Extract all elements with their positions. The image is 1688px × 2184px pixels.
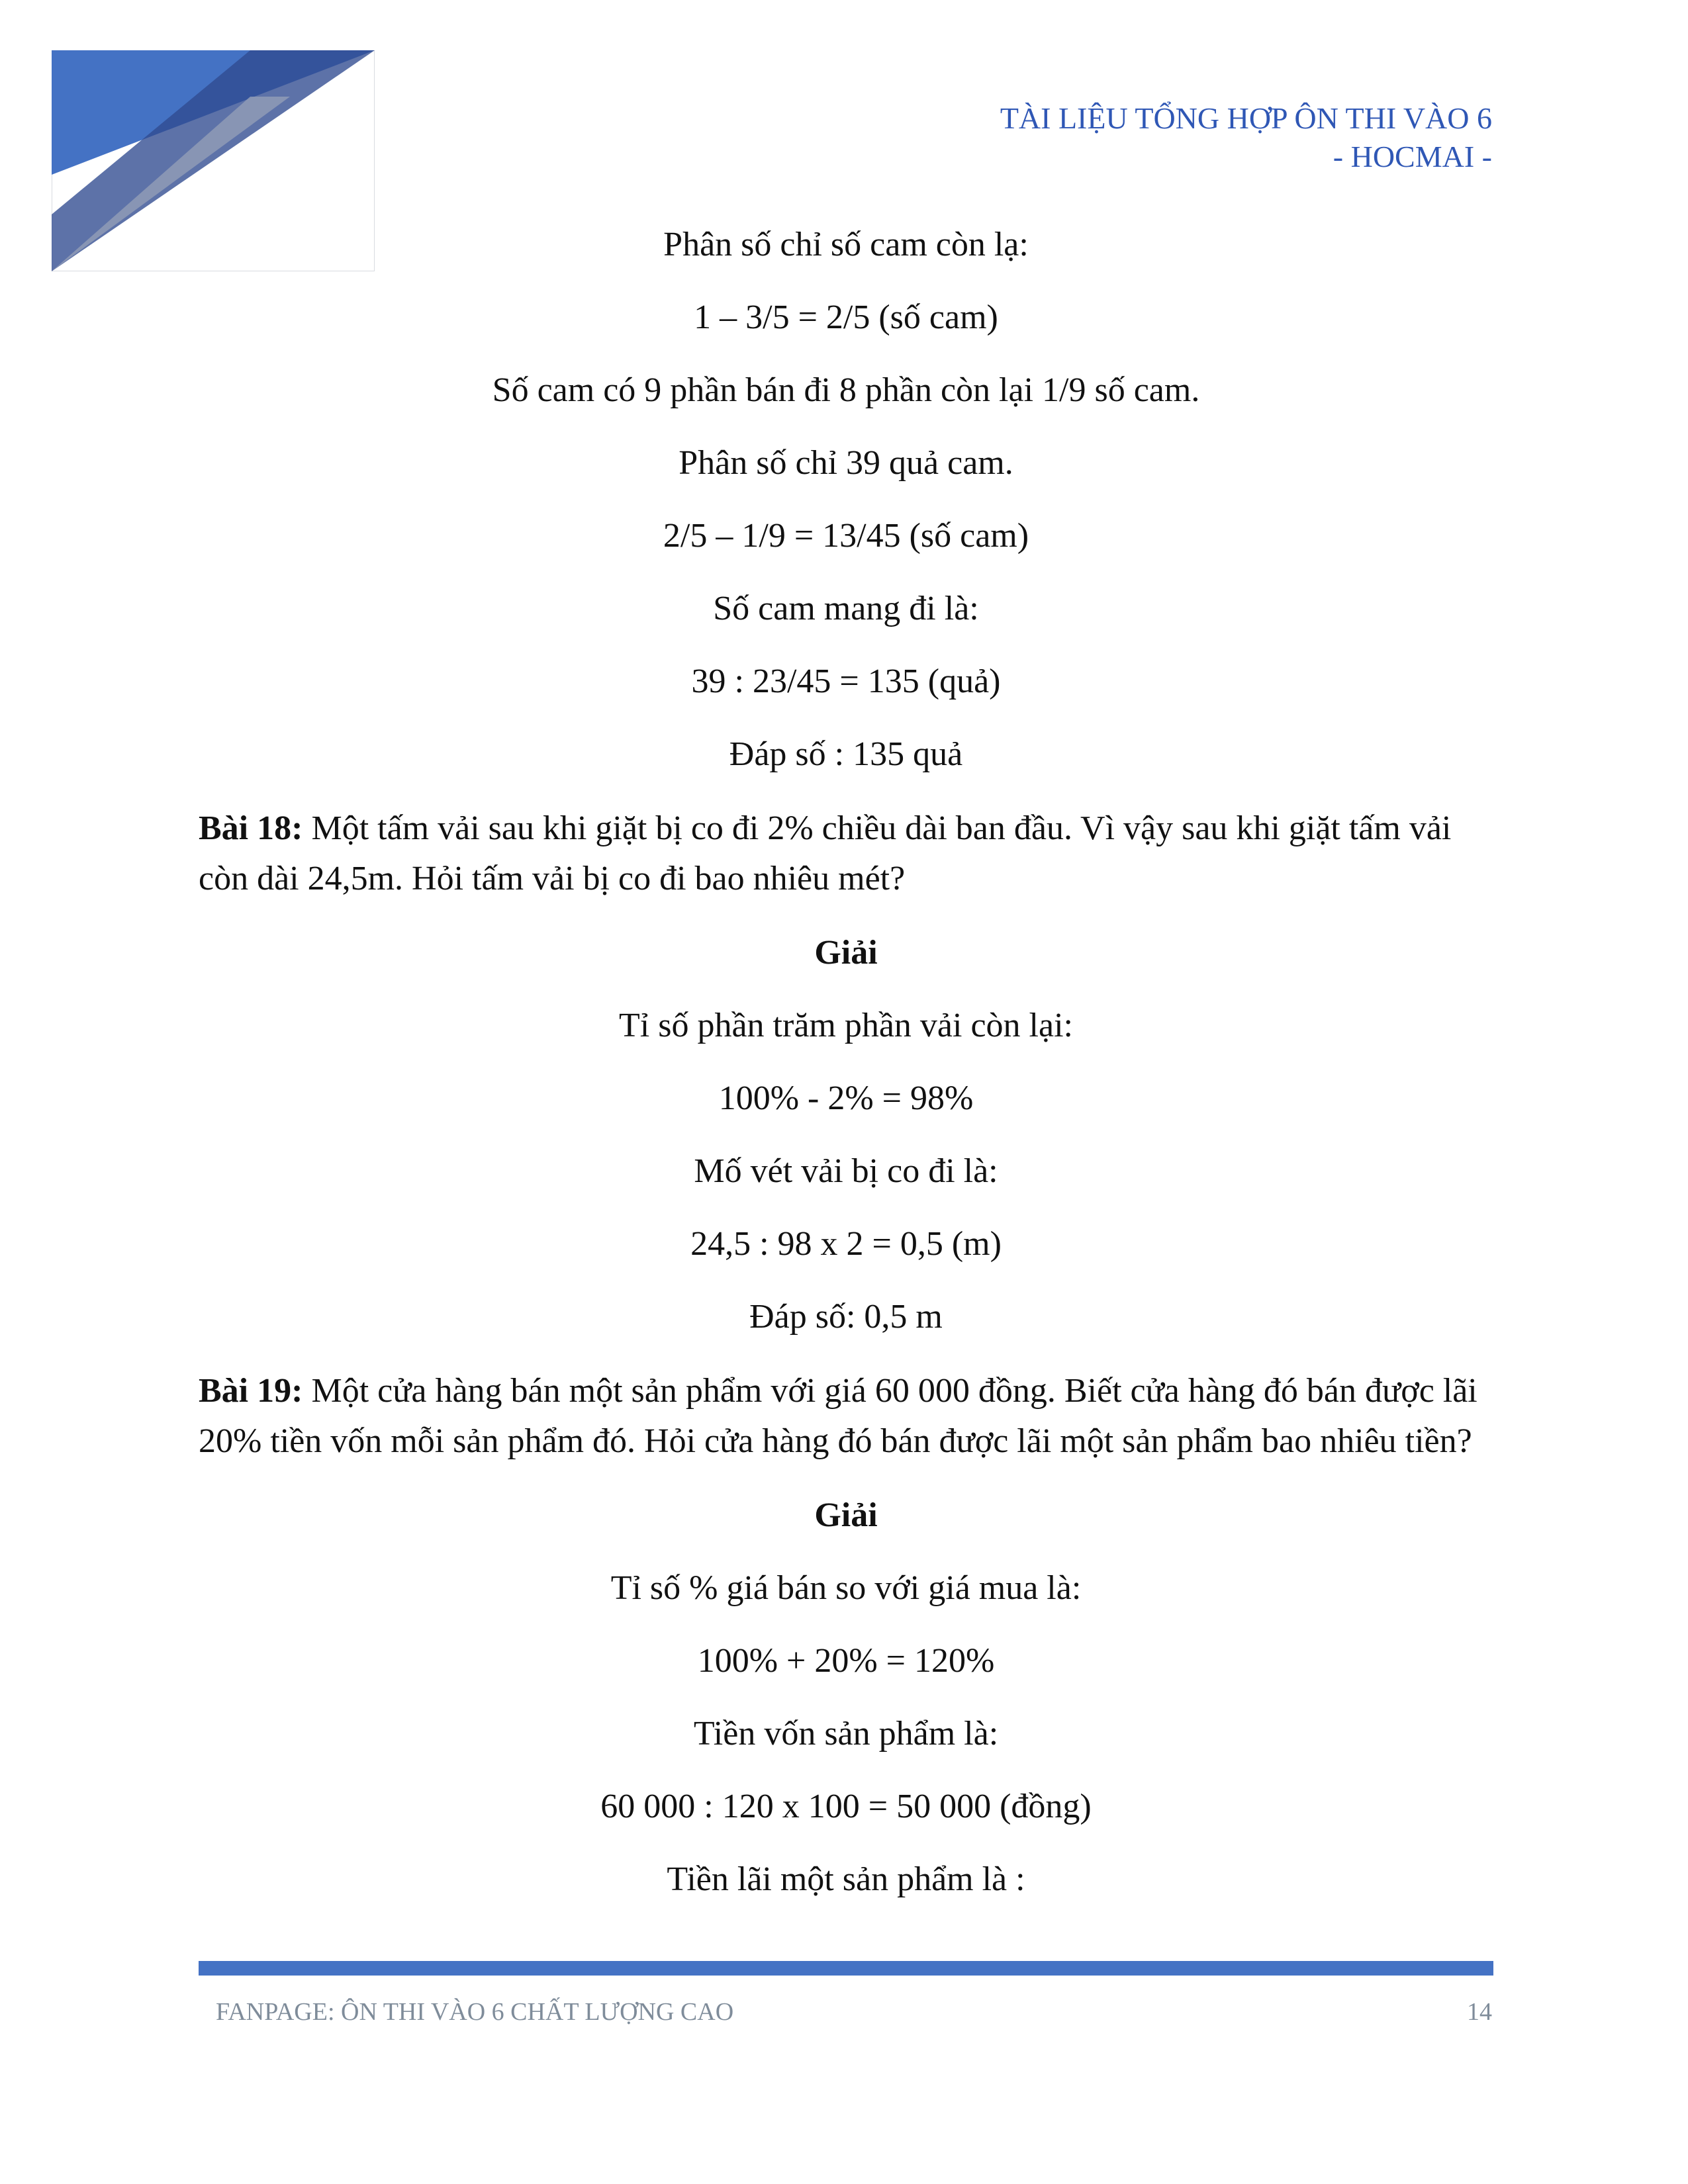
solution-line: Tiền vốn sản phẩm là: — [693, 1715, 999, 1752]
problem-18 — [199, 803, 1493, 904]
solution-line: 2/5 – 1/9 = 13/45 (số cam) — [663, 517, 1029, 555]
solution-line: Số cam có 9 phần bán đi 8 phần còn lại 1/9 số cam. — [492, 371, 1200, 409]
page-content — [199, 218, 1493, 1926]
solution-line: Tiền lãi một sản phẩm là : — [667, 1860, 1025, 1898]
solution-line: Phân số chỉ 39 quả cam. — [679, 444, 1013, 482]
problem-19-text: Một cửa hàng bán một sản phẩm với giá 60 000 đồng. Biết cửa hàng đó bán được lãi 20% tiền vốn mỗi sản phẩm đó. Hỏi cửa hàng đó bán được lãi một sản phẩm bao nhiêu tiền? — [199, 1372, 1477, 1460]
solution-heading: Giải — [814, 1496, 878, 1534]
header-title: TÀI LIỆU TỔNG HỢP ÔN THI VÀO 6 — [1000, 101, 1492, 135]
solution-line: Mố vét vải bị co đi là: — [694, 1152, 998, 1190]
answer-line: Đáp số : 135 quả — [729, 735, 963, 773]
problem-19-label: Bài 19: — [199, 1372, 303, 1410]
footer-divider-bar — [199, 1961, 1493, 1976]
solution-line: Tỉ số % giá bán so với giá mua là: — [610, 1569, 1082, 1607]
problem-18-text: Một tấm vải sau khi giặt bị co đi 2% chiều dài ban đầu. Vì vậy sau khi giặt tấm vải còn dài 24,5m. Hỏi tấm vải bị co đi bao nhiêu mét? — [199, 809, 1452, 897]
solution-line: 100% + 20% = 120% — [697, 1642, 995, 1680]
problem-18-label: Bài 18: — [199, 809, 303, 847]
solution-line: 100% - 2% = 98% — [718, 1079, 974, 1117]
solution-line: Tỉ số phần trăm phần vải còn lại: — [619, 1007, 1073, 1044]
document-header — [1000, 99, 1492, 176]
solution-line: Phân số chỉ số cam còn lạ: — [663, 226, 1029, 263]
solution-line: 24,5 : 98 x 2 = 0,5 (m) — [690, 1225, 1002, 1263]
solution-line: 39 : 23/45 = 135 (quả) — [691, 662, 1001, 700]
header-subtitle: - HOCMAI - — [1333, 140, 1492, 173]
problem-19 — [199, 1366, 1493, 1467]
footer-fanpage: FANPAGE: ÔN THI VÀO 6 CHẤT LƯỢNG CAO — [216, 1998, 734, 2026]
solution-line: Số cam mang đi là: — [713, 590, 979, 627]
solution-line: 60 000 : 120 x 100 = 50 000 (đồng) — [600, 1788, 1092, 1825]
page-number: 14 — [1467, 1998, 1492, 2026]
answer-line: Đáp số: 0,5 m — [749, 1298, 943, 1336]
solution-line: 1 – 3/5 = 2/5 (số cam) — [694, 298, 998, 336]
solution-heading: Giải — [814, 934, 878, 972]
